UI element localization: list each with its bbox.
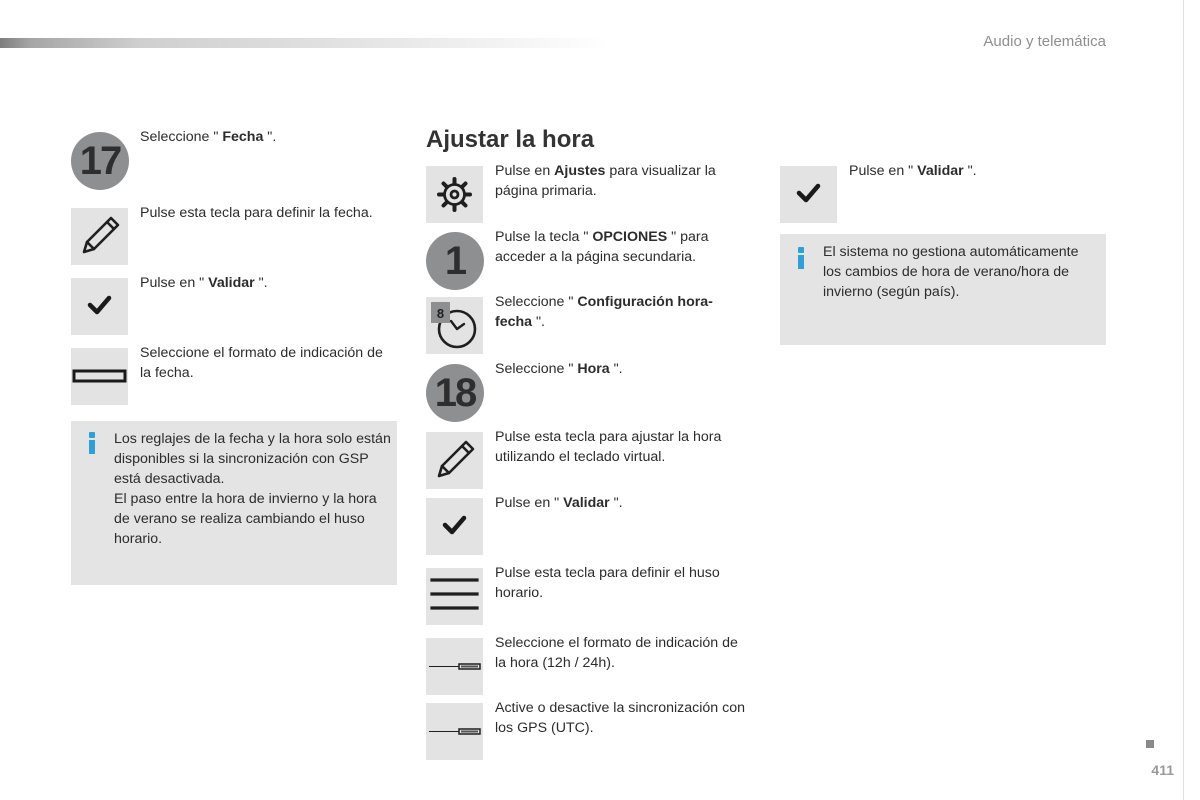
header-gradient-bar	[0, 38, 610, 48]
info-note-right	[780, 234, 1106, 345]
step-17-text: Seleccione " Fecha ".	[140, 129, 277, 145]
menu-icon[interactable]	[426, 568, 483, 625]
section-title: Audio y telemática	[983, 33, 1106, 50]
page-marker	[1146, 740, 1154, 748]
gear-icon[interactable]	[426, 166, 483, 223]
step-17-badge: 17	[71, 132, 129, 190]
validate-right-text: Pulse en " Validar ".	[849, 163, 977, 179]
info-note-right-text: El sistema no gestiona automáticamente los cambios de hora de verano/hora de invierno (según país).	[823, 244, 1079, 300]
step-18-text: Seleccione " Hora ".	[495, 361, 623, 377]
page-edge-rule	[1183, 0, 1184, 800]
info-note-left-text: Los reglajes de la fecha y la hora solo están disponibles si la sincronización con GSP está desactivada. El paso entre la hora de invierno y la hora de verano se realiza cambiando el huso horario.	[114, 431, 391, 547]
toggle-icon[interactable]	[426, 638, 483, 695]
time-format-text: Seleccione el formato de indicación de la hora (12h / 24h).	[495, 635, 738, 671]
pencil-icon[interactable]	[426, 432, 483, 489]
section-heading: Ajustar la hora	[426, 126, 595, 153]
pencil-icon[interactable]	[71, 208, 128, 265]
step-18-badge: 18	[426, 364, 484, 422]
step-1-badge: 1	[426, 232, 484, 290]
date-format-text: Seleccione el formato de indicación de la fecha.	[140, 345, 383, 381]
config-text: Seleccione " Configuración hora-fecha ".	[495, 294, 713, 330]
validate-date-text: Pulse en " Validar ".	[140, 275, 268, 291]
step-1-text: Pulse la tecla " OPCIONES " para acceder a la página secundaria.	[495, 229, 709, 265]
format-bar-icon[interactable]	[71, 348, 128, 405]
settings-text: Pulse en Ajustes para visualizar la página primaria.	[495, 163, 716, 199]
toggle-icon[interactable]	[426, 703, 483, 760]
info-note-left	[71, 421, 397, 585]
clock-icon[interactable]	[426, 297, 483, 354]
define-date-text: Pulse esta tecla para definir la fecha.	[140, 205, 373, 221]
checkmark-icon[interactable]	[780, 166, 837, 223]
checkmark-icon[interactable]	[71, 278, 128, 335]
page-number: 411	[1151, 762, 1174, 778]
checkmark-icon[interactable]	[426, 498, 483, 555]
adjust-time-text: Pulse esta tecla para ajustar la hora utilizando el teclado virtual.	[495, 429, 722, 465]
validate-time-text: Pulse en " Validar ".	[495, 495, 623, 511]
calendar-badge-number: 8	[436, 306, 445, 321]
timezone-text: Pulse esta tecla para definir el huso horario.	[495, 565, 720, 601]
gps-sync-text: Active o desactive la sincronización con los GPS (UTC).	[495, 700, 745, 736]
